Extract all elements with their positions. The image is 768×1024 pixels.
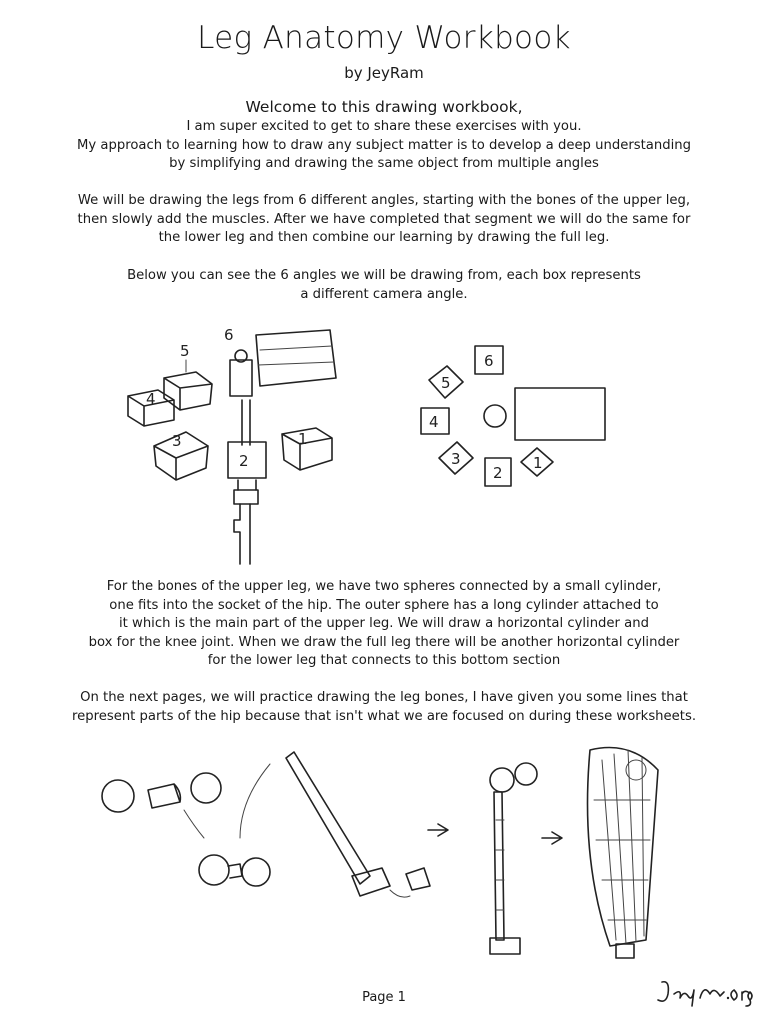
top-view-cam-1 [521, 448, 553, 476]
jeyram-signature-logo [654, 976, 754, 1008]
arrow-1-icon [428, 824, 448, 836]
practice-line: On the next pages, we will practice drawing the leg bones, I have given you some lines that [80, 690, 688, 705]
top-view-cam-2 [485, 458, 511, 486]
bones-paragraph [40, 578, 728, 671]
arrow-2-icon [542, 832, 562, 844]
femur-construction-sketch [90, 740, 690, 975]
author-byline: by JeyRam [344, 64, 424, 82]
camera-angles-3d-sketch [110, 320, 370, 570]
page-title: Leg Anatomy Workbook [197, 20, 571, 56]
top-view-cam-4 [421, 408, 449, 434]
bones-line: for the lower leg that connects to this bottom section [207, 653, 561, 669]
step-femur-muscles [588, 748, 659, 959]
bones-line: it which is the main part of the upper leg. We will draw a horizontal cylinder and [119, 616, 649, 632]
below-line: a different camera angle. [300, 286, 468, 302]
camera-angles-top-view [415, 340, 625, 490]
practice-line: represent parts of the hip because that isn't what we are focused on during these worksheets. [71, 708, 697, 724]
box-label-5: 5 [180, 342, 190, 360]
box-label-4: 4 [146, 390, 156, 408]
intro-paragraph [40, 96, 728, 174]
angles-line: the lower leg and then combine our learning by drawing the full leg. [158, 230, 610, 246]
top-view-cam-5 [429, 366, 463, 398]
leg-top-view-box [515, 388, 605, 440]
bones-line: For the bones of the upper leg, we have two spheres connected by a small cylinder, [106, 579, 662, 594]
leg-top-view-circle [484, 405, 506, 427]
camera-box-1 [282, 428, 332, 470]
svg-text:2: 2 [493, 464, 503, 482]
svg-text:1: 1 [533, 454, 543, 472]
svg-text:5: 5 [441, 374, 451, 392]
box-label-1: 1 [298, 430, 308, 448]
step-femur-assembled [490, 763, 537, 954]
box-label-2: 2 [239, 452, 249, 470]
camera-box-large [256, 330, 336, 386]
svg-text:4: 4 [429, 413, 439, 431]
femur-pole [234, 400, 258, 564]
intro-line: My approach to learning how to draw any subject matter is to develop a deep understanding [77, 137, 691, 153]
box-label-6: 6 [224, 326, 234, 344]
intro-line: by simplifying and drawing the same object from multiple angles [169, 156, 599, 172]
angles-line: then slowly add the muscles. After we have completed that segment we will do the same for [77, 211, 691, 227]
page-number: Page 1 [362, 990, 406, 1005]
below-paragraph [40, 267, 728, 304]
svg-text:3: 3 [451, 450, 461, 468]
below-line: Below you can see the 6 angles we will be drawing from, each box represents [127, 268, 641, 283]
angles-line: We will be drawing the legs from 6 different angles, starting with the bones of the upper leg, [77, 193, 691, 208]
top-view-cam-6 [475, 346, 503, 374]
bones-line: one fits into the socket of the hip. The outer sphere has a long cylinder attached to [109, 597, 659, 613]
step-femur-shaft [286, 752, 430, 897]
svg-text:6: 6 [484, 352, 494, 370]
top-view-cam-3 [439, 442, 473, 474]
step-spheres-and-cylinder [102, 764, 270, 886]
camera-box-2 [228, 442, 266, 478]
camera-box-4 [128, 390, 174, 426]
welcome-line: Welcome to this drawing workbook, [245, 98, 523, 116]
camera-box-6 [224, 326, 252, 396]
camera-box-3 [154, 432, 208, 480]
box-label-3: 3 [172, 432, 182, 450]
bones-line: box for the knee joint. When we draw the full leg there will be another horizontal cylinder [88, 634, 680, 650]
angles-paragraph [40, 192, 728, 248]
intro-line: I am super excited to get to share these exercises with you. [186, 119, 582, 134]
practice-paragraph [40, 689, 728, 726]
